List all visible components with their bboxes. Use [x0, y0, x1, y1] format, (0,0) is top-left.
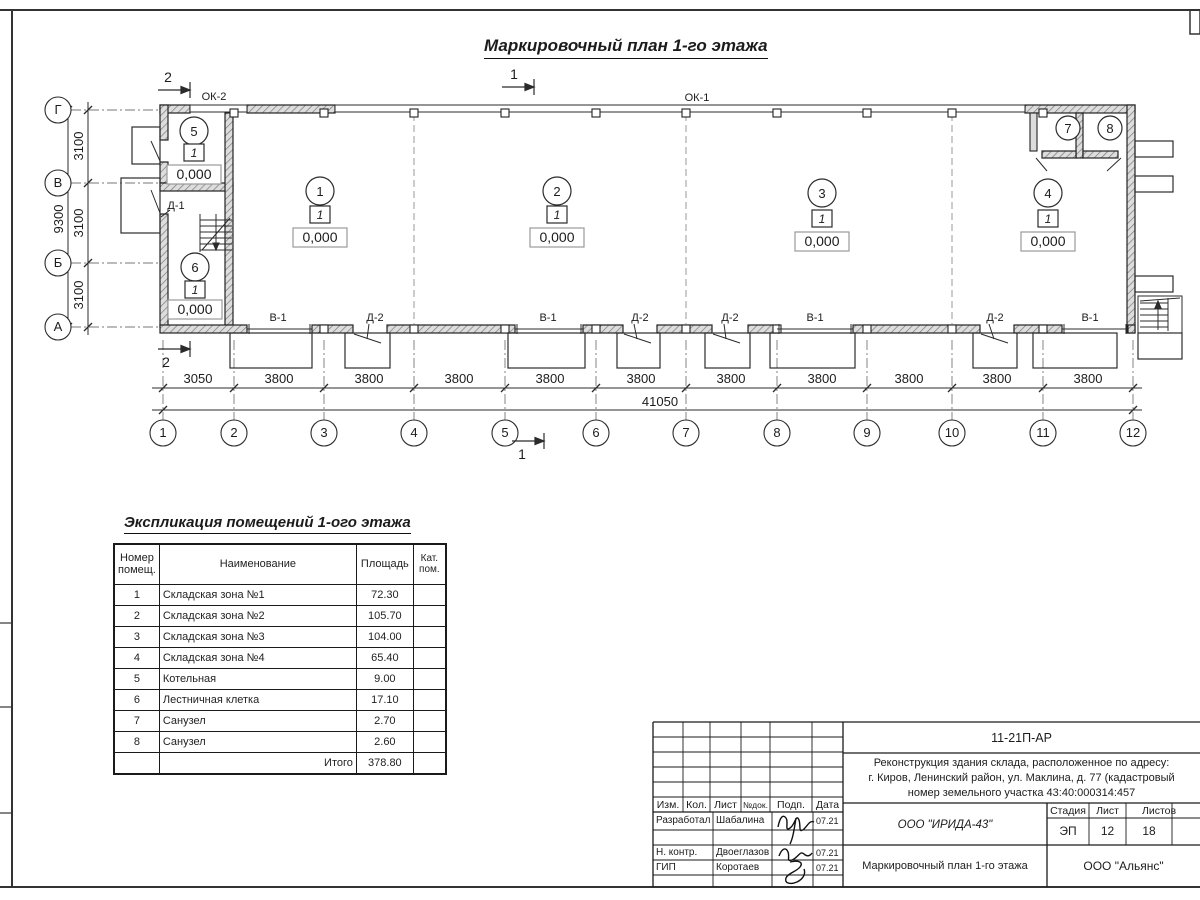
section-marks: [158, 79, 544, 449]
svg-text:1: 1: [518, 446, 526, 462]
svg-text:Д-2: Д-2: [366, 312, 384, 324]
svg-text:3: 3: [320, 425, 328, 440]
svg-text:2: 2: [230, 425, 238, 440]
svg-text:10: 10: [944, 425, 960, 440]
svg-text:1: 1: [510, 66, 518, 82]
sign-name-ncontrol: Двоеглазов: [716, 847, 770, 858]
titleblock-col-podp: Подп.: [777, 798, 805, 811]
svg-text:7: 7: [682, 425, 690, 440]
columns: [230, 109, 1047, 333]
sign-date-developer: 07.21: [816, 816, 839, 826]
schedule-row: [114, 668, 446, 689]
svg-text:3100: 3100: [71, 131, 86, 161]
room-area: 9.00: [356, 668, 413, 689]
svg-text:41050: 41050: [641, 394, 679, 409]
svg-text:2: 2: [164, 69, 172, 85]
svg-text:В-1: В-1: [1081, 312, 1099, 324]
titleblock-col-kol: Кол.: [686, 798, 707, 811]
svg-text:Г: Г: [54, 102, 62, 117]
room-area: 2.60: [356, 731, 413, 752]
schedule-title: Экспликация помещений 1-ого этажа: [124, 514, 411, 534]
room-name: Складская зона №4: [159, 647, 356, 668]
room-category: [413, 584, 446, 605]
titleblock-col-izm: Изм.: [656, 798, 680, 811]
room-number: 4: [114, 647, 159, 668]
signature-scrawls: [778, 816, 814, 883]
svg-text:В: В: [53, 175, 63, 190]
svg-text:1: 1: [316, 184, 324, 199]
svg-text:1: 1: [190, 146, 198, 160]
room-name: Складская зона №2: [159, 605, 356, 626]
schedule-row: [114, 605, 446, 626]
zone-divider-lines: [414, 114, 952, 324]
svg-text:5: 5: [190, 124, 198, 139]
titleblock-org: ООО "Альянс": [1083, 858, 1164, 873]
room-name: Складская зона №1: [159, 584, 356, 605]
titleblock-col-dok: №док.: [743, 799, 768, 810]
svg-text:0,000: 0,000: [804, 233, 840, 249]
room-number: 7: [114, 710, 159, 731]
stage-label: Стадия: [1050, 805, 1086, 817]
svg-text:12: 12: [1125, 425, 1141, 440]
svg-text:3100: 3100: [71, 280, 86, 310]
sign-role-developer: Разработал: [656, 815, 711, 826]
sign-name-gip: Коротаев: [716, 862, 760, 873]
svg-text:0,000: 0,000: [176, 166, 212, 182]
schedule-row: [114, 647, 446, 668]
svg-text:Д-2: Д-2: [986, 312, 1004, 324]
room-name: Санузел: [159, 710, 356, 731]
svg-text:В-1: В-1: [806, 312, 824, 324]
schedule-total-label: Итого: [159, 752, 356, 774]
room-area: 105.70: [356, 605, 413, 626]
sign-role-ncontrol: Н. контр.: [656, 847, 698, 858]
svg-text:В-1: В-1: [269, 312, 287, 324]
svg-text:Д-2: Д-2: [721, 312, 739, 324]
schedule-row: [114, 710, 446, 731]
svg-text:1: 1: [553, 208, 561, 222]
schedule-header-cat: Кат. пом.: [413, 544, 446, 584]
titleblock-code: 11-21П-АР: [991, 730, 1052, 745]
svg-text:В-1: В-1: [539, 312, 557, 324]
opening-labels: [269, 312, 1098, 324]
sign-name-developer: Шабалина: [716, 815, 765, 826]
room-number: 8: [114, 731, 159, 752]
svg-text:6: 6: [191, 260, 199, 275]
schedule-header-area: Площадь: [356, 544, 413, 584]
svg-text:1: 1: [191, 283, 199, 297]
room-category: [413, 731, 446, 752]
svg-text:3800: 3800: [626, 371, 656, 386]
svg-text:0,000: 0,000: [177, 301, 213, 317]
room-area: 104.00: [356, 626, 413, 647]
svg-text:7: 7: [1064, 121, 1072, 136]
svg-text:1: 1: [1044, 212, 1052, 226]
svg-text:2: 2: [553, 184, 561, 199]
titleblock-company: ООО "ИРИДА-43": [897, 819, 993, 831]
room-category: [413, 626, 446, 647]
schedule-total-value: 378.80: [356, 752, 413, 774]
room-area: 65.40: [356, 647, 413, 668]
horizontal-axis-numbers: [159, 425, 1140, 440]
room-schedule-table: [113, 543, 447, 775]
schedule-total-cat: [413, 752, 446, 774]
svg-text:3: 3: [818, 186, 826, 201]
svg-text:3100: 3100: [71, 208, 86, 238]
schedule-header-name: Наименование: [159, 544, 356, 584]
titleblock-project-line1: Реконструкция здания склада, расположенное по адресу:: [873, 756, 1170, 769]
sheet-value: 12: [1100, 824, 1115, 838]
svg-text:9: 9: [863, 425, 871, 440]
sheets-value: 18: [1142, 824, 1156, 838]
svg-text:6: 6: [592, 425, 600, 440]
room-name: Санузел: [159, 731, 356, 752]
svg-text:0,000: 0,000: [539, 229, 575, 245]
svg-text:3800: 3800: [982, 371, 1012, 386]
sheets-label: Листов: [1141, 805, 1177, 817]
svg-text:Б: Б: [53, 255, 63, 270]
svg-text:2: 2: [162, 354, 170, 370]
schedule-total-empty: [114, 752, 159, 774]
room-number: 1: [114, 584, 159, 605]
titleblock-col-data: Дата: [815, 798, 840, 811]
room-category: [413, 668, 446, 689]
svg-text:0,000: 0,000: [1030, 233, 1066, 249]
svg-text:3800: 3800: [1073, 371, 1103, 386]
svg-text:ОК-2: ОК-2: [201, 91, 227, 103]
room-area: 2.70: [356, 710, 413, 731]
svg-text:8: 8: [1106, 121, 1114, 136]
room-name: Котельная: [159, 668, 356, 689]
room-category: [413, 689, 446, 710]
section-mark-numbers: [162, 66, 526, 462]
room-category: [413, 605, 446, 626]
svg-text:8: 8: [773, 425, 781, 440]
svg-text:3800: 3800: [894, 371, 924, 386]
svg-text:3800: 3800: [444, 371, 474, 386]
walls: [160, 105, 1135, 333]
room-number: 5: [114, 668, 159, 689]
sign-role-gip: ГИП: [656, 862, 676, 873]
titleblock-doc-title: Маркировочный план 1-го этажа: [862, 859, 1028, 872]
svg-text:Д-2: Д-2: [631, 312, 649, 324]
schedule-row: [114, 626, 446, 647]
sign-date-ncontrol: 07.21: [816, 848, 839, 858]
svg-text:0,000: 0,000: [302, 229, 338, 245]
room-name: Лестничная клетка: [159, 689, 356, 710]
room-number: 3: [114, 626, 159, 647]
svg-text:1: 1: [818, 212, 826, 226]
titleblock-col-list: Лист: [714, 798, 737, 811]
room-markers: [167, 116, 1122, 319]
room-name: Складская зона №3: [159, 626, 356, 647]
svg-text:3050: 3050: [183, 371, 213, 386]
stage-value: ЭП: [1059, 824, 1077, 838]
svg-text:3800: 3800: [535, 371, 565, 386]
titleblock-project-line3: номер земельного участка 43:40:000314:457: [907, 786, 1136, 799]
stair-right: [1138, 296, 1182, 333]
svg-text:ОК-1: ОК-1: [684, 92, 710, 104]
room-number: 2: [114, 605, 159, 626]
svg-text:А: А: [53, 319, 63, 334]
schedule-row: [114, 689, 446, 710]
room-category: [413, 710, 446, 731]
svg-text:3800: 3800: [716, 371, 746, 386]
room-number: 6: [114, 689, 159, 710]
sheet-label: Лист: [1096, 805, 1119, 817]
floor-marks: [191, 146, 1052, 297]
svg-text:1: 1: [316, 208, 324, 222]
room-area: 72.30: [356, 584, 413, 605]
svg-text:4: 4: [1044, 186, 1052, 201]
svg-text:3800: 3800: [807, 371, 837, 386]
schedule-row: [114, 584, 446, 605]
room-area: 17.10: [356, 689, 413, 710]
svg-text:1: 1: [159, 425, 167, 440]
sign-date-gip: 07.21: [816, 863, 839, 873]
svg-text:Д-1: Д-1: [167, 200, 185, 212]
schedule-header-num: Номер помещ.: [114, 544, 159, 584]
room-category: [413, 647, 446, 668]
room7-left-wall: [1030, 113, 1037, 151]
horizontal-axis-bubbles: [150, 420, 1146, 446]
svg-text:3800: 3800: [264, 371, 294, 386]
svg-text:11: 11: [1036, 425, 1050, 440]
svg-text:4: 4: [410, 425, 418, 440]
svg-text:9300: 9300: [51, 204, 66, 234]
drawing-title: Маркировочный план 1-го этажа: [484, 36, 768, 59]
schedule-row: [114, 731, 446, 752]
svg-text:5: 5: [501, 425, 509, 440]
titleblock-project-line2: г. Киров, Ленинский район, ул. Маклина, д. 77 (кадастровый: [868, 771, 1175, 784]
svg-text:3800: 3800: [354, 371, 384, 386]
